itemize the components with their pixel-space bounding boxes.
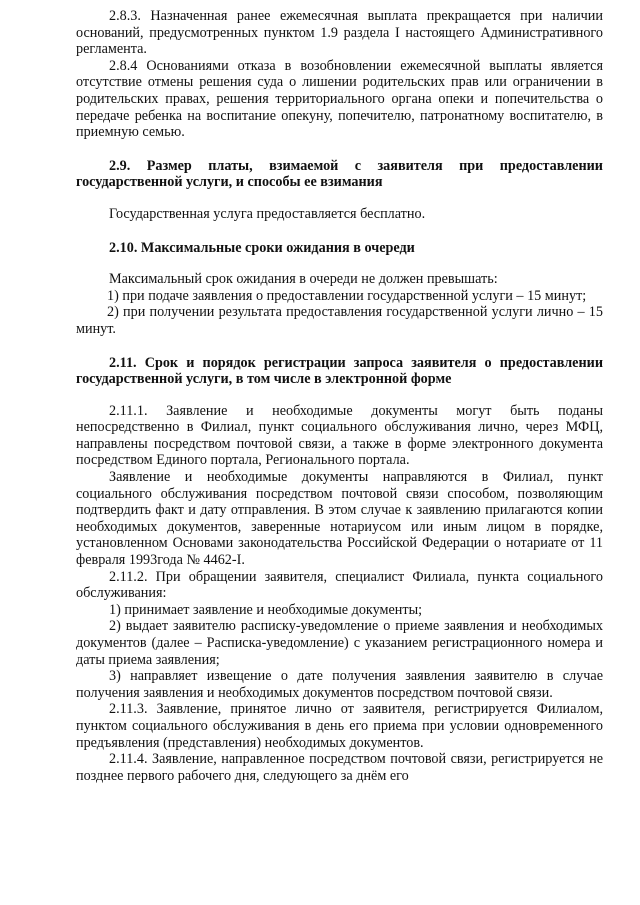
paragraph-2-10-item-1: 1) при подаче заявления о предоставлении государственной услуги – 15 минут; bbox=[107, 287, 587, 304]
paragraph-2-8-4: 2.8.4 Основаниями отказа в возобновлении ежемесячной выплаты является отсутствие отмены решения суда о лишении родительских прав или ограничении в родительских правах, решения территориального органа опеки и попечительства о передаче ребенка на воспитание опекуну, попечителю, патронатному воспитателю, в приемную семью. bbox=[76, 57, 603, 141]
paragraph-2-11-2-item-2: 2) выдает заявителю расписку-уведомление о приеме заявления и необходимых документов (далее – Расписка-уведомление) с указанием регистрационного номера и даты приема заявления; bbox=[76, 618, 603, 668]
paragraph-2-10-item-2: 2) при получении результата предоставления государственной услуги лично – 15 минут. bbox=[76, 304, 603, 337]
paragraph-2-9: Государственная услуга предоставляется бесплатно. bbox=[109, 205, 426, 222]
paragraph-2-11-1b: Заявление и необходимые документы направляются в Филиал, пункт социального обслуживания посредством почтовой связи способом, позволяющим подтвердить факт и дату отправления. В этом случае к заявлению прилагаются копии необходимых документов, заверенные нотариусом или иным лицом в порядке, установленном Основами законодательства Российской Федерации о нотариате от 11 февраля 1993года № 4462-I. bbox=[76, 469, 603, 569]
paragraph-2-11-4: 2.11.4. Заявление, направленное посредством почтовой связи, регистрируется не позднее первого рабочего дня, следующего за днём его bbox=[76, 751, 603, 784]
paragraph-2-11-1: 2.11.1. Заявление и необходимые документы могут быть поданы непосредственно в Филиал, пункт социального обслуживания лично, через МФЦ, направлены посредством почтовой связи, а также в форме электронного документа посредством Единого портала, Регионального портала. bbox=[76, 402, 603, 469]
document-page bbox=[76, 8, 603, 784]
paragraph-2-11-2-item-3: 3) направляет извещение о дате получения заявления заявителю в случае получения заявления и необходимых документов посредством почтовой связи. bbox=[76, 668, 603, 701]
paragraph-2-11-2-item-1: 1) принимает заявление и необходимые документы; bbox=[109, 601, 423, 618]
heading-2-10: 2.10. Максимальные сроки ожидания в очереди bbox=[109, 239, 415, 256]
paragraph-2-11-3: 2.11.3. Заявление, принятое лично от заявителя, регистрируется Филиалом, пунктом социального обслуживания в день его приема при условии одновременного предъявления (представления) необходимых документов. bbox=[76, 701, 603, 751]
heading-2-9: 2.9. Размер платы, взимаемой с заявителя при предоставлении государственной услуги, и способы ее взимания bbox=[76, 157, 603, 191]
paragraph-2-10-intro: Максимальный срок ожидания в очереди не должен превышать: bbox=[109, 271, 498, 288]
paragraph-2-11-2: 2.11.2. При обращении заявителя, специалист Филиала, пункта социального обслуживания: bbox=[76, 568, 603, 602]
heading-2-11: 2.11. Срок и порядок регистрации запроса заявителя о предоставлении государственной услуги, в том числе в электронной форме bbox=[76, 354, 603, 388]
paragraph-2-8-3: 2.8.3. Назначенная ранее ежемесячная выплата прекращается при наличии оснований, предусмотренных пунктом 1.9 раздела I настоящего Административного регламента. bbox=[76, 8, 603, 58]
